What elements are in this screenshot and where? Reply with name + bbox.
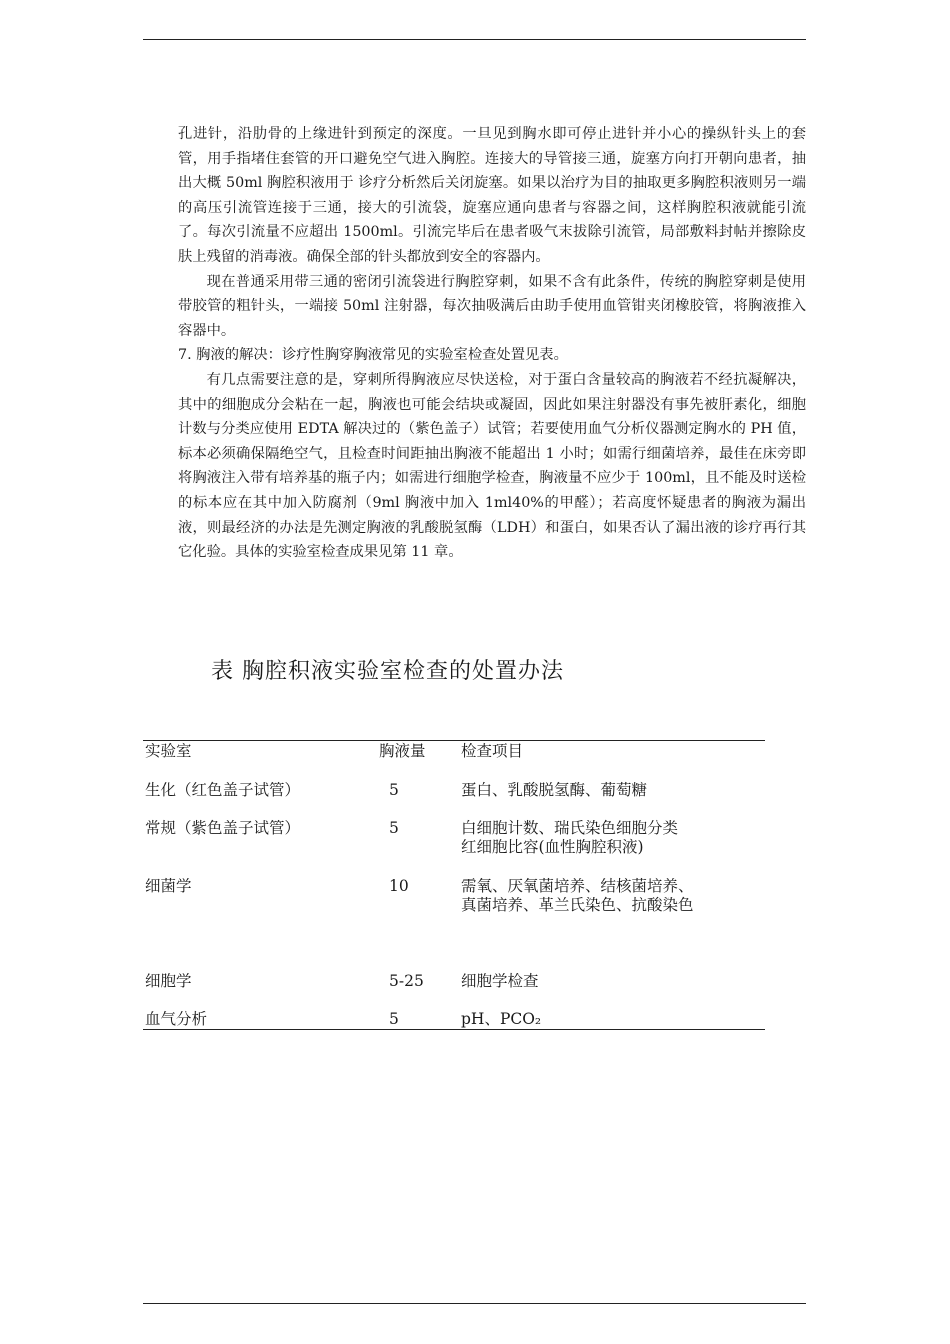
table-row-lab: 细胞学 bbox=[145, 972, 192, 990]
table-row-items: 蛋白、乳酸脱氢酶、葡萄糖 bbox=[461, 781, 648, 799]
table-row-lab: 细菌学 bbox=[145, 877, 192, 895]
paragraph-3: 7. 胸液的解决：诊疗性胸穿胸液常见的实验室检查处置见表。 bbox=[178, 347, 568, 364]
table-row-lab: 常规（紫色盖子试管） bbox=[145, 819, 301, 837]
table-row-volume: 5 bbox=[389, 1010, 399, 1028]
table-row-items: 红细胞比容(血性胸腔积液) bbox=[461, 838, 644, 856]
table-row-items: pH、PCO₂ bbox=[461, 1010, 542, 1028]
table-bottom-rule bbox=[143, 1029, 765, 1030]
table-row-volume: 5 bbox=[389, 819, 399, 837]
table-row-lab: 生化（红色盖子试管） bbox=[145, 781, 301, 799]
table-row-volume: 5 bbox=[389, 781, 399, 799]
paragraph-2: 现在普通采用带三通的密闭引流袋进行胸腔穿刺，如果不含有此条件，传统的胸腔穿刺是使用带胶管的粗针头，一端接 50ml 注射器，每次抽吸满后由助手使用血管钳夹闭橡胶管，将胸液推入容器中。 bbox=[178, 273, 806, 339]
paragraph-1: 孔进针，沿肋骨的上缘进针到预定的深度。一旦见到胸水即可停止进针并小心的操纵针头上的套管，用手指堵住套管的开口避免空气进入胸腔。连接大的导管接三通，旋塞方向打开朝向患者，抽出大概 50ml 胸腔积液用于 诊疗分析然后关闭旋塞。如果以治疗为目的抽取更多胸腔积液则另一端的高压引流管连接于三通，接大的引流袋，旋塞应通向患者与容器之间，这样胸腔积液就能引流了。每次引流量不应超出 1500ml。引流完毕后在患者吸气末拔除引流管，局部敷料封帖并擦除皮肤上残留的消毒液。确保全部的针头都放到安全的容器内。 bbox=[178, 126, 806, 265]
table-row-items: 真菌培养、革兰氏染色、抗酸染色 bbox=[461, 896, 694, 914]
table-title: 表 胸腔积液实验室检查的处置办法 bbox=[211, 659, 564, 684]
body-text bbox=[178, 122, 806, 565]
header-volume: 胸液量 bbox=[379, 742, 426, 760]
table-row-items: 细胞学检查 bbox=[461, 972, 539, 990]
table-row-volume: 10 bbox=[389, 877, 409, 895]
header-items: 检查项目 bbox=[461, 742, 524, 760]
footer-rule bbox=[143, 1303, 806, 1304]
table-row-volume: 5-25 bbox=[389, 972, 424, 990]
paragraph-4: 有几点需要注意的是，穿刺所得胸液应尽快送检，对于蛋白含量较高的胸液若不经抗凝解决，其中的细胞成分会粘在一起，胸液也可能会结块或凝固，因此如果注射器没有事先被肝素化，细胞计数与分类应使用 EDTA 解决过的（紫色盖子）试管；若要使用血气分析仪器测定胸水的 PH 值，标本必须确保隔绝空气，且检查时间距抽出胸液不能超出 1 小时；如需行细菌培养，最佳在床旁即将胸液注入带有培养基的瓶子内；如需进行细胞学检查，胸液量不应少于 100ml，且不能及时送检的标本应在其中加入防腐剂（9ml 胸液中加入 1ml40%的甲醛）；若高度怀疑患者的胸液为漏出液，则最经济的办法是先测定胸液的乳酸脱氢酶（LDH）和蛋白，如果否认了漏出液的诊疗再行其它化验。具体的实验室检查成果见第 11 章。 bbox=[178, 371, 806, 561]
table-row-items: 白细胞计数、瑞氏染色细胞分类 bbox=[461, 819, 679, 837]
header-lab: 实验室 bbox=[145, 742, 192, 760]
header-rule bbox=[143, 39, 806, 40]
table-top-rule bbox=[143, 740, 765, 741]
table-row-items: 需氧、厌氧菌培养、结核菌培养、 bbox=[461, 877, 694, 895]
table-row-lab: 血气分析 bbox=[145, 1010, 208, 1028]
